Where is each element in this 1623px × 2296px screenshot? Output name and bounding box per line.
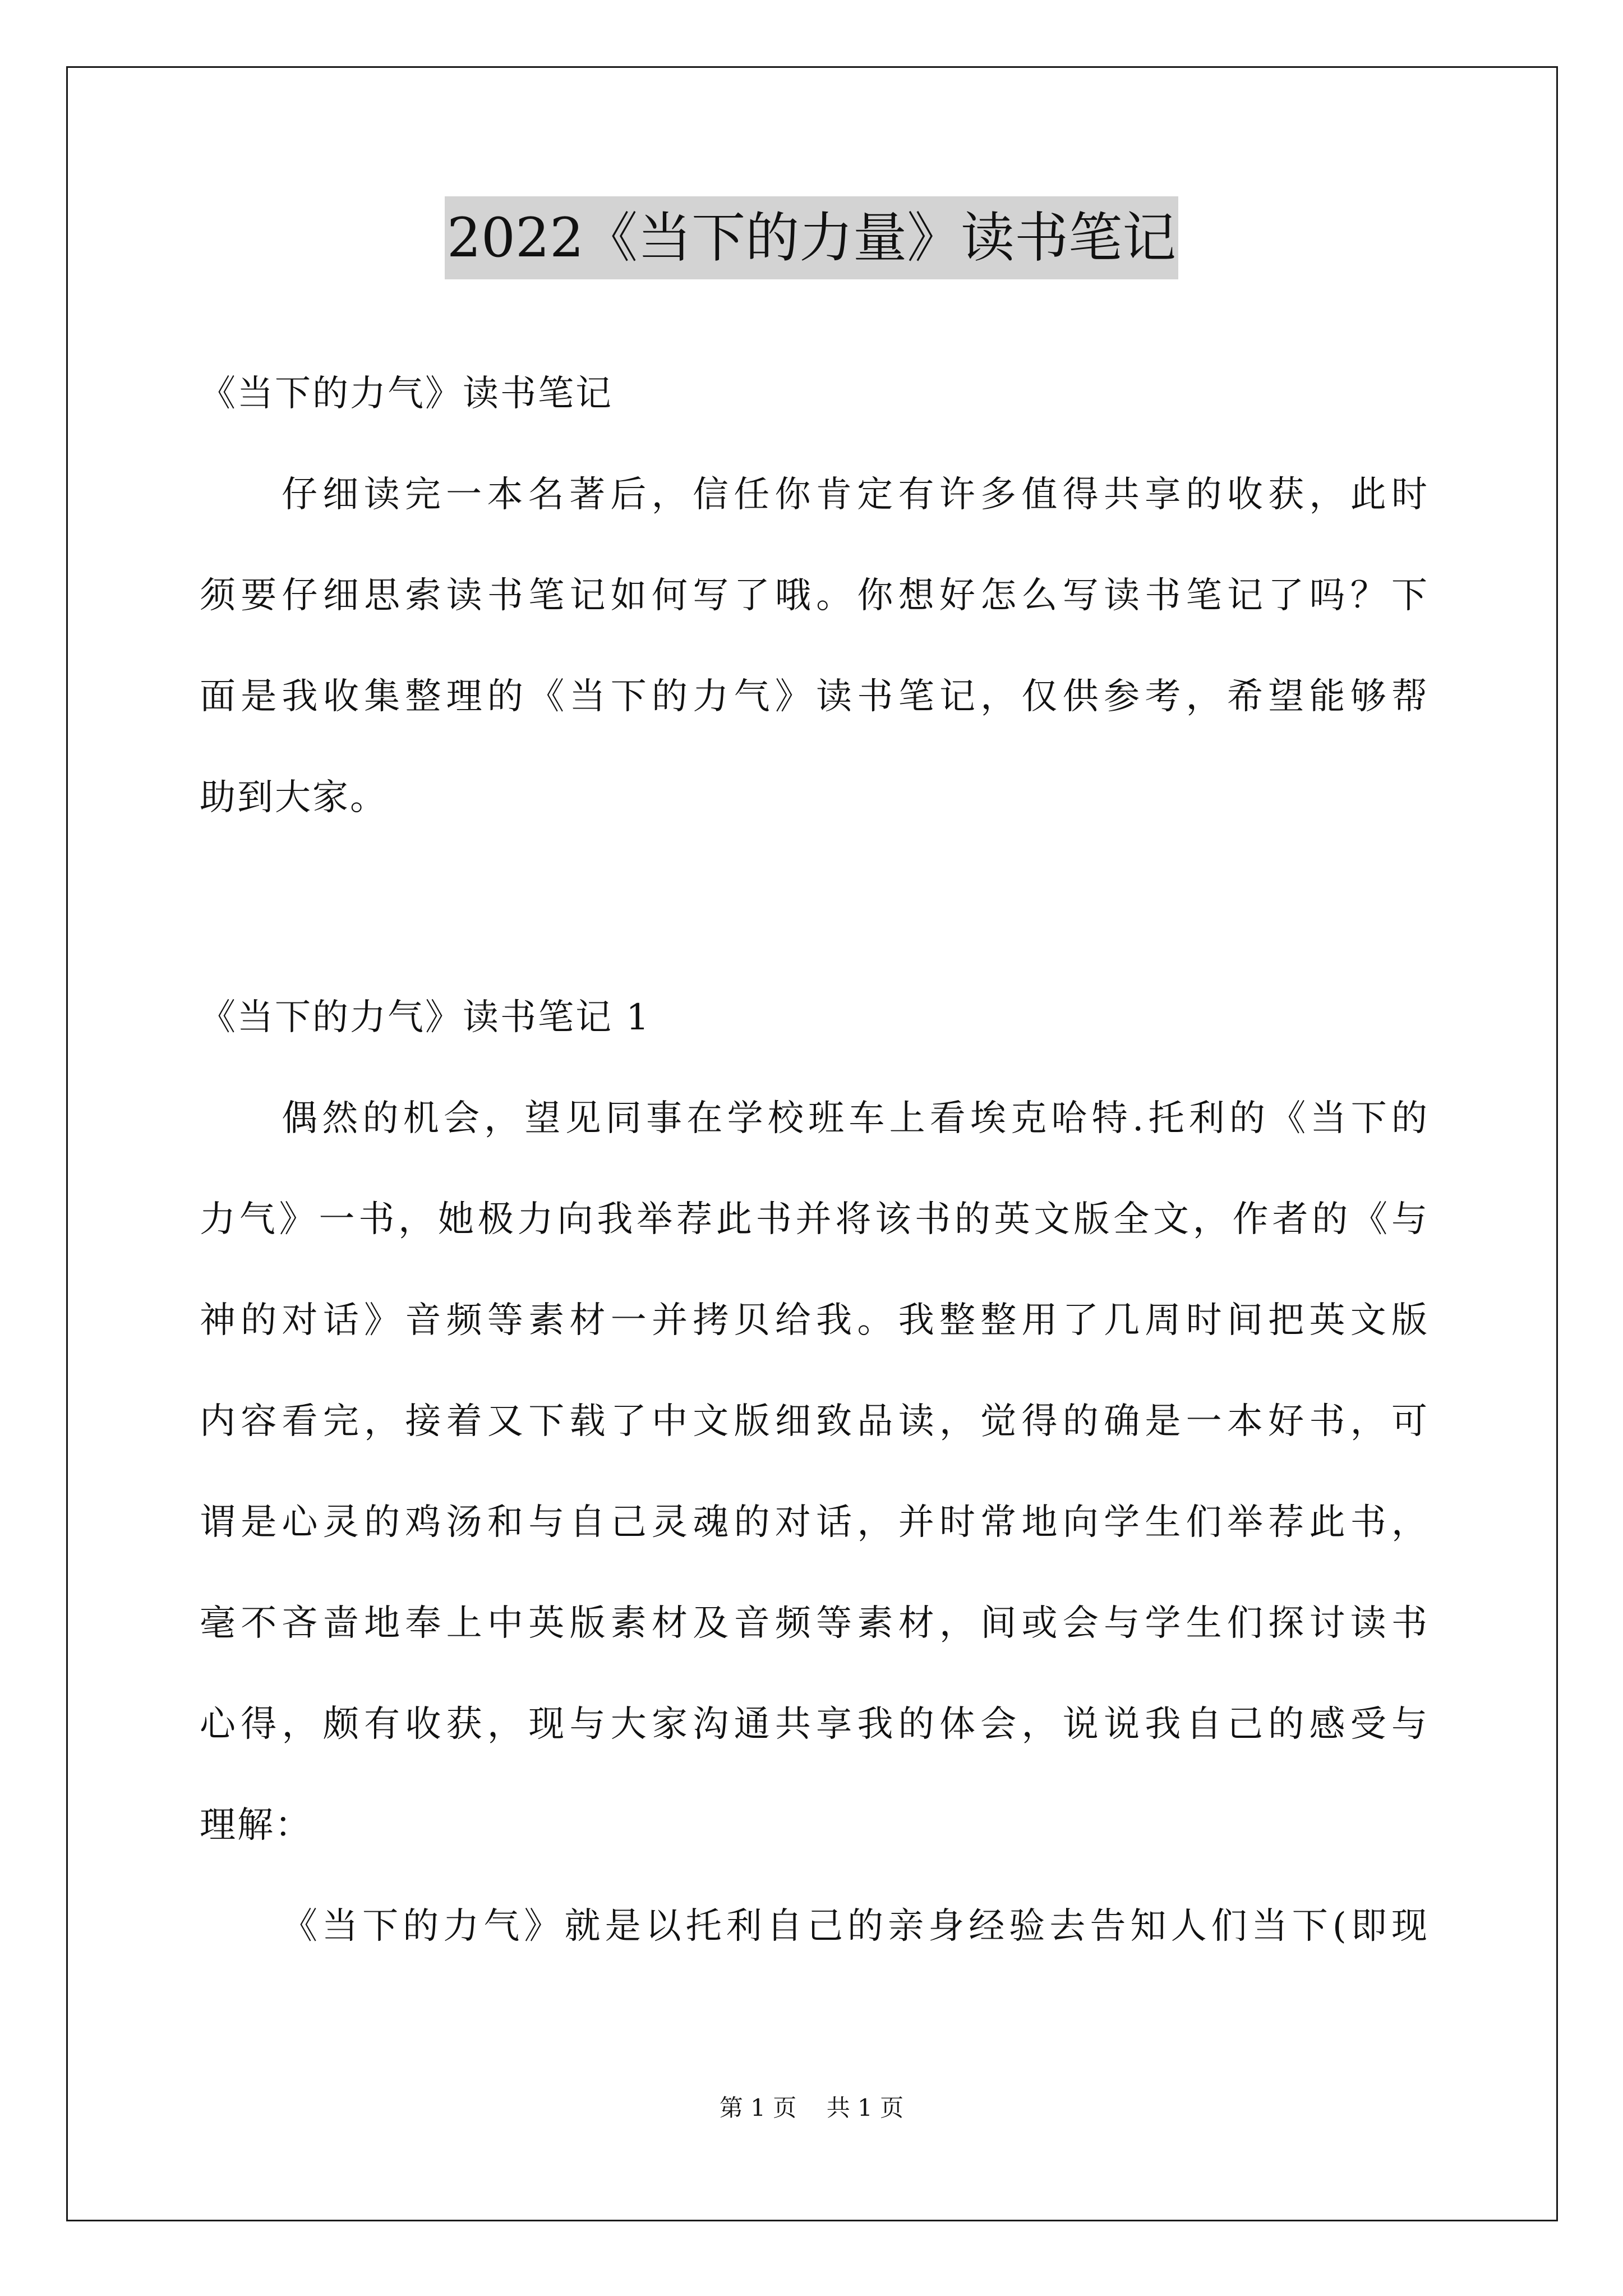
section1-line: 毫不吝啬地奉上中英版素材及音频等素材，间或会与学生们探讨读书: [200, 1603, 1429, 1644]
title-container: [0, 196, 1623, 279]
document-subtitle: 《当下的力气》读书笔记: [200, 373, 613, 415]
section1-line: 心得，颇有收获，现与大家沟通共享我的体会，说说我自己的感受与: [200, 1704, 1429, 1745]
section1-paragraph: [200, 1068, 1429, 1977]
section1-line: 神的对话》音频等素材一并拷贝给我。我整整用了几周时间把英文版: [200, 1300, 1429, 1341]
section1-line: 内容看完，接着又下载了中文版细致品读，觉得的确是一本好书，可: [200, 1401, 1429, 1442]
page-number-footer: 第 1 页 共 1 页: [719, 2094, 904, 2122]
intro-line: 助到大家。: [200, 777, 388, 818]
section-heading: 《当下的力气》读书笔记 1: [200, 997, 651, 1038]
section1-line: 偶然的机会，望见同事在学校班车上看埃克哈特.托利的《当下的: [282, 1098, 1429, 1139]
section1-line: 力气》一书，她极力向我举荐此书并将该书的英文版全文，作者的《与: [200, 1199, 1429, 1240]
section1-line: 理解：: [200, 1805, 312, 1846]
subtitle-block: [200, 343, 1429, 444]
intro-line: 须要仔细思索读书笔记如何写了哦。你想好怎么写读书笔记了吗？下: [200, 575, 1429, 616]
intro-line: 面是我收集整理的《当下的力气》读书笔记，仅供参考，希望能够帮: [200, 676, 1429, 717]
intro-line: 仔细读完一本名著后，信任你肯定有许多值得共享的收获，此时: [282, 474, 1429, 516]
intro-paragraph: [200, 444, 1429, 848]
section1-line: 谓是心灵的鸡汤和与自己灵魂的对话，并时常地向学生们举荐此书，: [200, 1502, 1429, 1543]
section1-paragraph2-line: 《当下的力气》就是以托利自己的亲身经验去告知人们当下(即现: [282, 1906, 1429, 1947]
section-heading-block: [200, 967, 1429, 1068]
document-title: 2022《当下的力量》读书笔记: [445, 196, 1178, 279]
